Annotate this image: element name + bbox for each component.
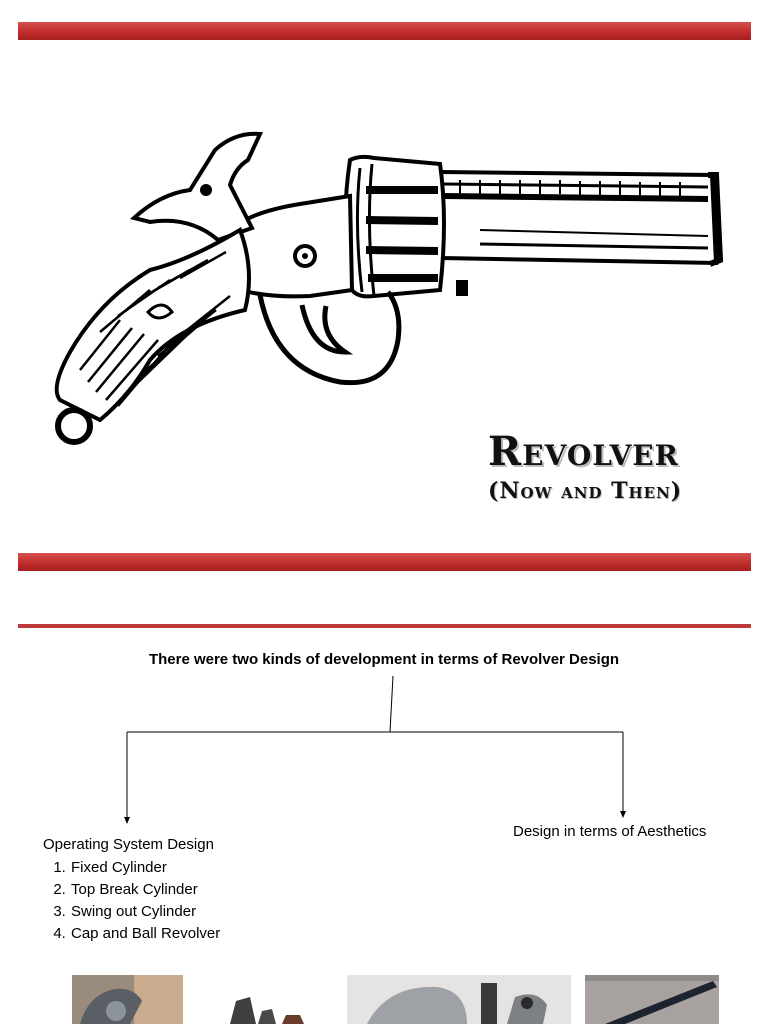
list-item: 2. Top Break Cylinder [70,879,220,901]
list-item: 3. Swing out Cylinder [70,901,220,923]
revolver-photo-2 [220,975,320,1024]
diagram-heading: There were two kinds of development in terms of Revolver Design [148,651,620,668]
slide-title: Revolver [488,428,679,475]
list-item: 1. Fixed Cylinder [70,857,220,879]
operating-system-title: Operating System Design [43,836,214,853]
revolver-photo-3 [347,975,571,1024]
operating-system-list [43,857,220,945]
revolver-photo-4 [585,975,719,1024]
revolver-photo-1 [72,975,183,1024]
slide2-top-bar [18,624,751,628]
slide1-bottom-bar [18,553,751,571]
arrow-down-icon [124,817,130,824]
slide1-top-bar [18,22,751,40]
operating-system-branch [43,835,220,945]
revolver-illustration [40,120,730,460]
slide-subtitle: (Now and Then) [488,478,683,504]
list-item: 4. Cap and Ball Revolver [70,923,220,945]
arrow-down-icon [620,811,626,818]
branch-connector [0,672,768,832]
aesthetics-branch-title: Design in terms of Aesthetics [513,823,707,840]
